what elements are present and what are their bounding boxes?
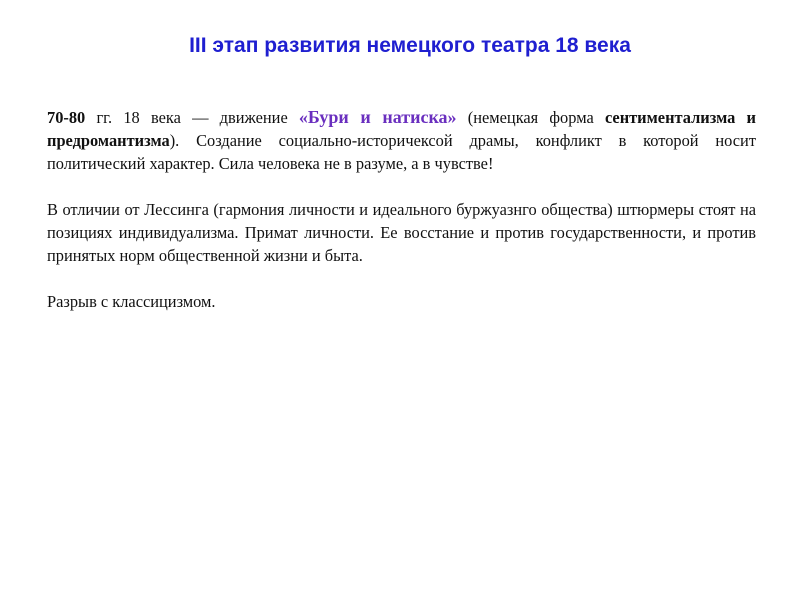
years-suffix-text: гг. 18 века — движение — [85, 108, 299, 127]
movement-name: «Бури и натиска» — [298, 107, 457, 127]
paragraph-rest-text: ). Создание социально-историчексой драмы, конфликт в которой носит политический характер. Сила человека не в разуме, а в чувстве! — [47, 131, 756, 173]
years-text: 70-80 — [47, 108, 86, 127]
paragraph-classicism: Разрыв с классицизмом. — [47, 292, 216, 311]
paragraph-storm-and-stress — [47, 106, 756, 175]
paragraph-lessing: В отличии от Лессинга (гармония личности и идеального буржуазнго общества) штюрмеры стоят на позициях индивидуализма. Примат личности. Ее восстание и против государственности, и против принятых норм общественной жизни и быта. — [47, 200, 756, 265]
movement-suffix-text: (немецкая форма — [456, 108, 605, 127]
page-title: III этап развития немецкого театра 18 века — [189, 34, 631, 57]
styles-text: сентиментализма и предромантизма — [47, 108, 756, 150]
slide-body — [47, 106, 756, 336]
